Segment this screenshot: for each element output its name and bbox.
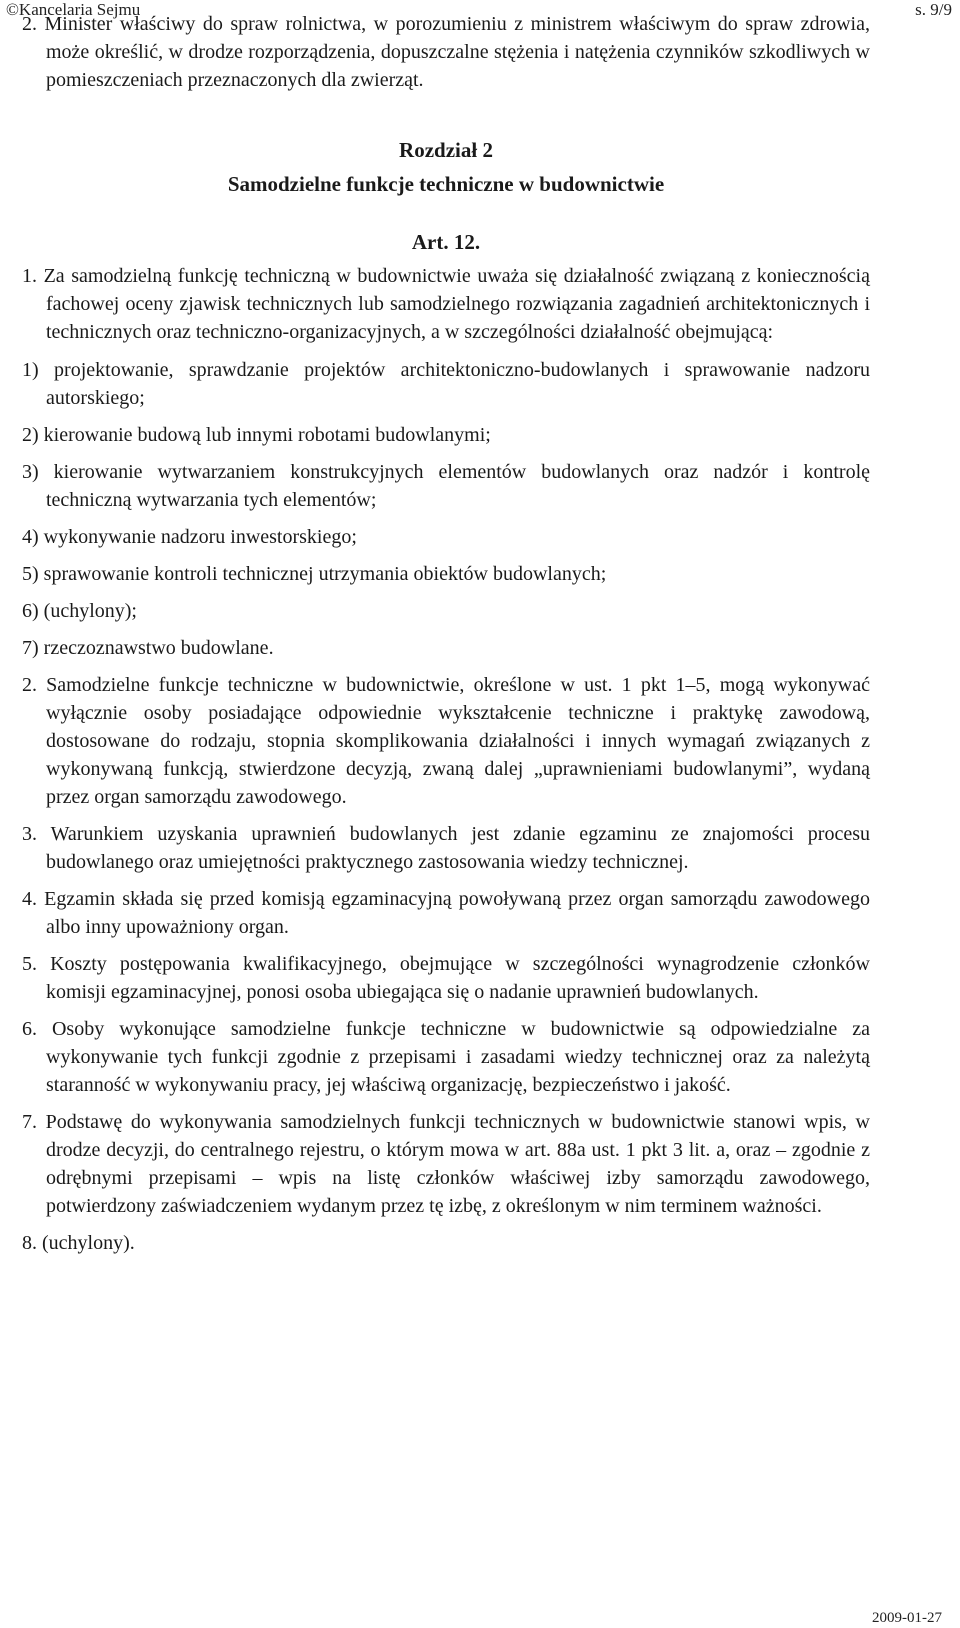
list-item: 7) rzeczoznawstwo budowlane. <box>22 637 274 659</box>
chapter-title: Samodzielne funkcje techniczne w budownictwie <box>227 172 665 196</box>
article-section-3: 3. Warunkiem uzyskania uprawnień budowlanych jest zdanie egzaminu ze znajomości procesu budowlanego oraz umiejętności praktycznego zastosowania wiedzy technicznej. <box>22 823 870 873</box>
article-section-4: 4. Egzamin składa się przed komisją egzaminacyjną powoływaną przez organ samorządu zawodowego albo inny upoważniony organ. <box>22 888 870 938</box>
list-item: 2) kierowanie budową lub innymi robotami budowlanymi; <box>22 424 491 446</box>
list-item: 4) wykonywanie nadzoru inwestorskiego; <box>22 526 357 548</box>
article-section-2: 2. Samodzielne funkcje techniczne w budownictwie, określone w ust. 1 pkt 1–5, mogą wykonywać wyłącznie osoby posiadające odpowiednie wykształcenie techniczne i praktykę zawodową, dostosowane do rodzaju, stopnia skomplikowania działalności i innych wymagań związanych z wykonywaną funkcją, stwierdzone decyzją, zwaną dalej „uprawnieniami budowlanymi”, wydaną przez organ samorządu zawodowego. <box>22 674 870 808</box>
list-item: 5) sprawowanie kontroli technicznej utrzymania obiektów budowlanych; <box>22 563 607 585</box>
article-point-list <box>22 356 870 662</box>
list-item: 3) kierowanie wytwarzaniem konstrukcyjnych elementów budowlanych oraz nadzór i kontrolę techniczną wytwarzania tych elementów; <box>22 461 870 511</box>
header-page-number: s. 9/9 <box>915 0 952 19</box>
article-section-1: 1. Za samodzielną funkcję techniczną w budownictwie uważa się działalność związaną z koniecznością fachowej oceny zjawisk technicznych lub samodzielnego rozwiązania zagadnień architektonicznych i technicznych oraz techniczno-organizacyjnych, a w szczególności działalność obejmującą: <box>22 265 870 343</box>
intro-paragraph: 2. Minister właściwy do spraw rolnictwa, w porozumieniu z ministrem właściwym do spraw zdrowia, może określić, w drodze rozporządzenia, dopuszczalne stężenia i natężenia czynników szkodliwych w pomieszczeniach przeznaczonych dla zwierząt. <box>22 13 870 91</box>
document-body <box>22 10 870 1266</box>
article-section-5: 5. Koszty postępowania kwalifikacyjnego, obejmujące w szczególności wynagrodzenie członków komisji egzaminacyjnej, ponosi osoba ubiegająca się o nadanie uprawnień budowlanych. <box>22 953 870 1003</box>
header-publisher: ©Kancelaria Sejmu <box>6 0 141 19</box>
chapter-number: Rozdział 2 <box>399 138 493 162</box>
article-label: Art. 12. <box>411 230 481 254</box>
footer-date: 2009-01-27 <box>872 1610 942 1626</box>
article-section-8: 8. (uchylony). <box>22 1232 135 1254</box>
article-section-7: 7. Podstawę do wykonywania samodzielnych funkcji technicznych w budownictwie stanowi wpis, w drodze decyzji, do centralnego rejestru, o którym mowa w art. 88a ust. 1 pkt 3 lit. a, oraz – zgodnie z odrębnymi przepisami – wpis na listę członków właściwej izby samorządu zawodowego, potwierdzony zaświadczeniem wydanym przez tę izbę, z określonym w nim terminem ważności. <box>22 1111 870 1217</box>
list-item: 1) projektowanie, sprawdzanie projektów architektoniczno-budowlanych i sprawowanie nadzoru autorskiego; <box>22 359 870 409</box>
article-section-6: 6. Osoby wykonujące samodzielne funkcje techniczne w budownictwie są odpowiedzialne za wykonywanie tych funkcji zgodnie z przepisami i zasadami wiedzy technicznej oraz za należytą staranność w wykonywaniu pracy, jej właściwą organizację, bezpieczeństwo i jakość. <box>22 1018 870 1096</box>
list-item: 6) (uchylony); <box>22 600 137 622</box>
